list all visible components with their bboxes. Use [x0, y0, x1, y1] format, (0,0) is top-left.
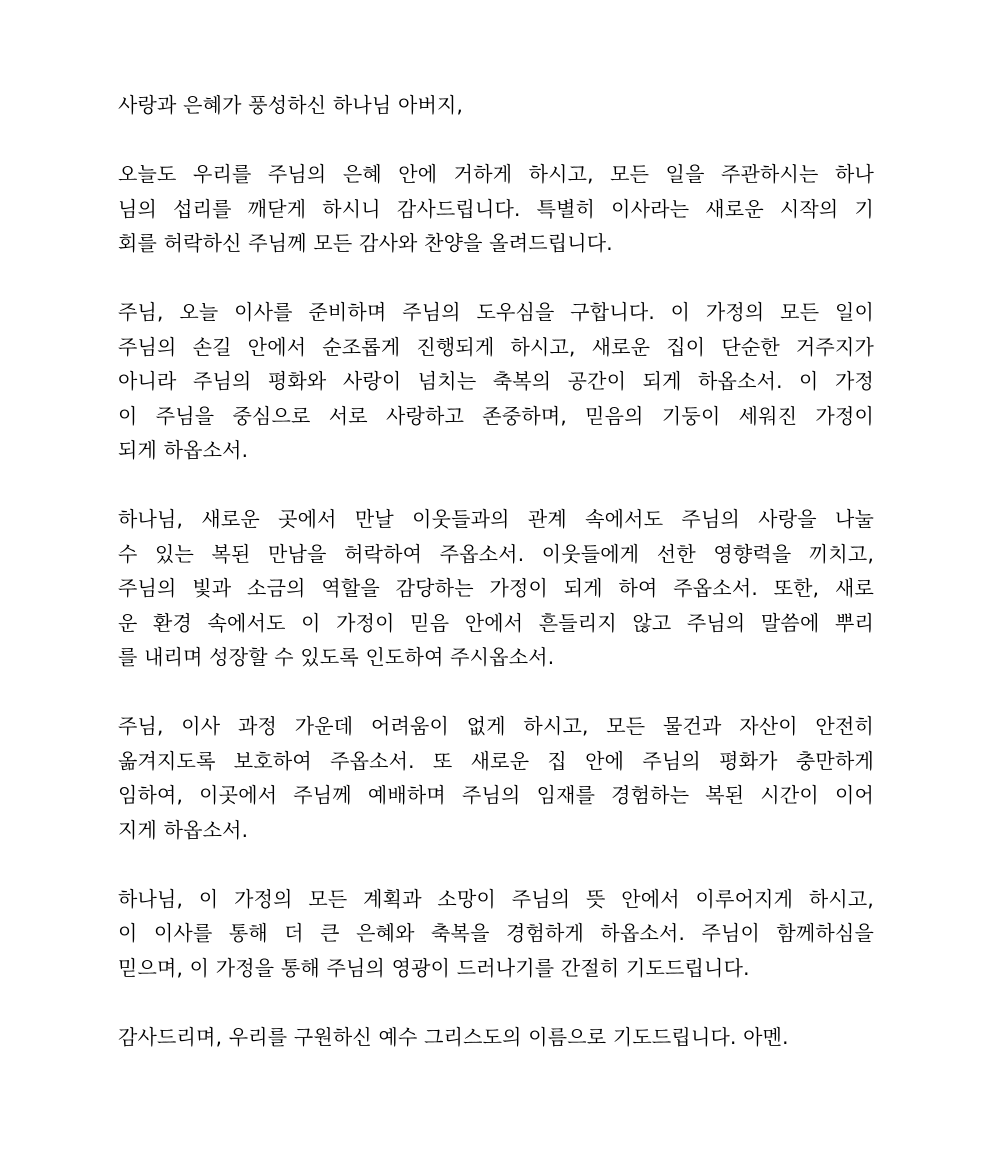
text-line: 주님의 빛과 소금의 역할을 감당하는 가정이 되게 하여 주옵소서. 또한, 새로 — [118, 576, 874, 600]
text-line: 임하여, 이곳에서 주님께 예배하며 주님의 임재를 경험하는 복된 시간이 이어 — [118, 783, 874, 807]
text-line: 주님, 이사 과정 가운데 어려움이 없게 하시고, 모든 물건과 자산이 안전히 — [118, 714, 874, 738]
text-line: 하나님, 이 가정의 모든 계획과 소망이 주님의 뜻 안에서 이루어지게 하시고, — [118, 886, 874, 911]
text-line: 회를 허락하신 주님께 모든 감사와 찬양을 올려드립니다. — [118, 231, 613, 255]
text-line: 오늘도 우리를 주님의 은혜 안에 거하게 하시고, 모든 일을 주관하시는 하나 — [118, 162, 874, 186]
text-line: 하나님, 새로운 곳에서 만날 이웃들과의 관계 속에서도 주님의 사랑을 나눌 — [118, 507, 874, 531]
paragraph-salutation — [118, 88, 874, 123]
text-line: 를 내리며 성장할 수 있도록 인도하여 주시옵소서. — [118, 645, 555, 669]
text-line: 이 이사를 통해 더 큰 은혜와 축복을 경험하게 하옵소서. 주님이 함께하심을 — [118, 921, 874, 945]
text-line: 되게 하옵소서. — [118, 438, 249, 462]
text-line: 지게 하옵소서. — [118, 817, 249, 842]
paragraph-plans-and-hopes — [118, 882, 874, 986]
paragraph-neighbors — [118, 502, 874, 675]
text-line: 감사드리며, 우리를 구원하신 예수 그리스도의 이름으로 기도드립니다. 아멘. — [118, 1024, 789, 1049]
text-line: 수 있는 복된 만남을 허락하여 주옵소서. 이웃들에게 선한 영향력을 끼치고, — [118, 541, 874, 566]
text-line: 아니라 주님의 평화와 사랑이 넘치는 축복의 공간이 되게 하옵소서. 이 가정 — [118, 369, 874, 393]
text-line: 운 환경 속에서도 이 가정이 믿음 안에서 흔들리지 않고 주님의 말씀에 뿌리 — [118, 610, 874, 635]
text-line: 이 주님을 중심으로 서로 사랑하고 존중하며, 믿음의 기둥이 세워진 가정이 — [118, 403, 874, 428]
text-line: 주님, 오늘 이사를 준비하며 주님의 도우심을 구합니다. 이 가정의 모든 일이 — [118, 300, 874, 324]
text-line: 믿으며, 이 가정을 통해 주님의 영광이 드러나기를 간절히 기도드립니다. — [118, 955, 750, 980]
text-line: 옮겨지도록 보호하여 주옵소서. 또 새로운 집 안에 주님의 평화가 충만하게 — [118, 748, 874, 773]
paragraph-closing — [118, 1020, 874, 1055]
text-line: 주님의 손길 안에서 순조롭게 진행되게 하시고, 새로운 집이 단순한 거주지가 — [118, 334, 874, 359]
paragraph-safe-move — [118, 709, 874, 847]
paragraph-thanksgiving — [118, 157, 874, 261]
paragraph-moving-preparation — [118, 295, 874, 468]
text-line: 님의 섭리를 깨닫게 하시니 감사드립니다. 특별히 이사라는 새로운 시작의 기 — [118, 196, 874, 221]
text-line: 사랑과 은혜가 풍성하신 하나님 아버지, — [118, 93, 464, 117]
